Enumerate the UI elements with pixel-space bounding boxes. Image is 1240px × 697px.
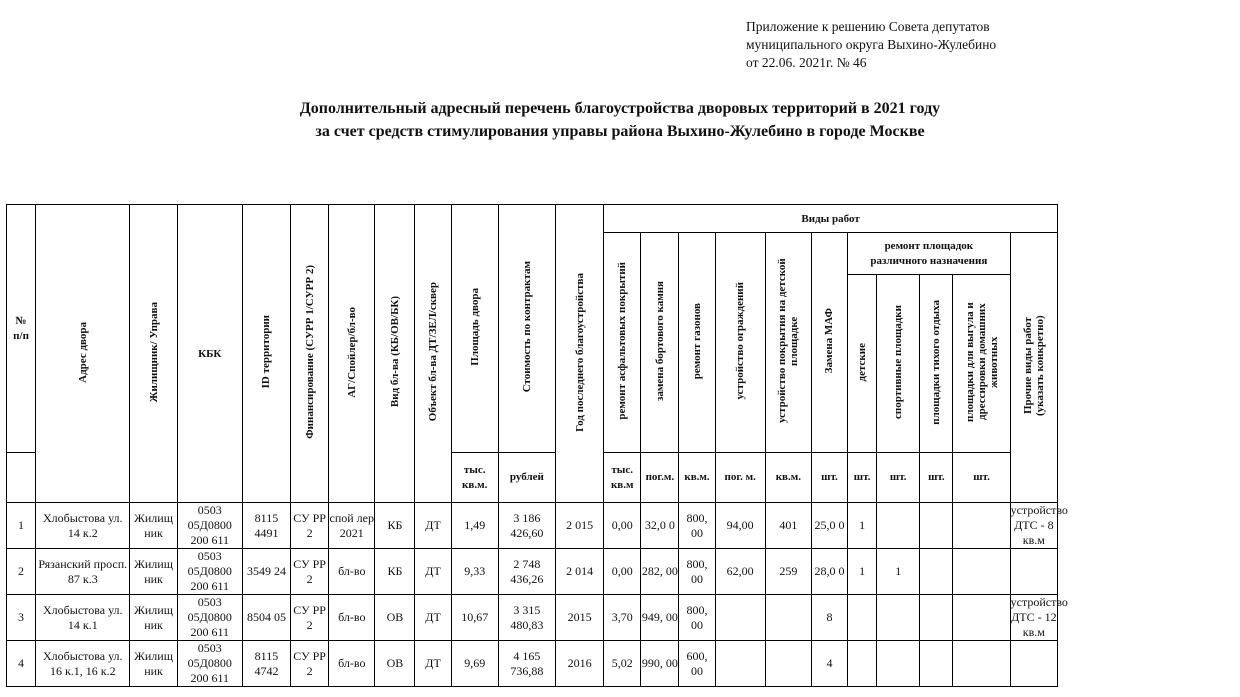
- row-maf: 25,0 0: [811, 503, 847, 549]
- header-rest: площадки тихого отдыха: [920, 275, 953, 453]
- row-num: 3: [7, 595, 36, 641]
- header-lawn: ремонт газонов: [679, 233, 715, 453]
- row-dogs: [953, 641, 1010, 687]
- row-fence: 94,00: [715, 503, 765, 549]
- row-id: 3549 24: [242, 549, 290, 595]
- unit-dogs: шт.: [953, 453, 1010, 503]
- row-address: Хлобыстова ул. 16 к.1, 16 к.2: [36, 641, 130, 687]
- improvement-table: [6, 204, 1068, 687]
- row-address: Рязанский просп. 87 к.3: [36, 549, 130, 595]
- row-curb: 949, 00: [641, 595, 679, 641]
- row-funding: СУ РР 2: [291, 595, 329, 641]
- header-platforms-group: ремонт площадок различного назначения: [848, 233, 1011, 275]
- approval-line-1: Приложение к решению Совета депутатов: [746, 19, 990, 34]
- header-dogs: площадки для выгула и дрессировки домашних животных: [953, 275, 1010, 453]
- header-curb: замена бортового камня: [641, 233, 679, 453]
- row-num: 2: [7, 549, 36, 595]
- row-funding: СУ РР 2: [291, 503, 329, 549]
- row-rest: [920, 641, 953, 687]
- row-object: ДТ: [415, 549, 451, 595]
- unit-lawn: кв.м.: [679, 453, 715, 503]
- row-id: 8115 4491: [242, 503, 290, 549]
- row-rest: [920, 549, 953, 595]
- row-sport: [877, 641, 920, 687]
- row-lawn: 800, 00: [679, 595, 715, 641]
- unit-playground-cover: кв.м.: [765, 453, 811, 503]
- row-fence: [715, 595, 765, 641]
- unit-kids: шт.: [848, 453, 877, 503]
- row-dogs: [953, 503, 1010, 549]
- row-lawn: 800, 00: [679, 549, 715, 595]
- row-asphalt: 0,00: [604, 503, 641, 549]
- row-lawn: 800, 00: [679, 503, 715, 549]
- row-kbk: 0503 05Д0800 200 611: [177, 595, 242, 641]
- row-kids: 1: [848, 503, 877, 549]
- row-asphalt: 0,00: [604, 549, 641, 595]
- row-kind: ОВ: [375, 641, 415, 687]
- row-kbk: 0503 05Д0800 200 611: [177, 641, 242, 687]
- row-area: 1,49: [451, 503, 498, 549]
- row-year: 2 014: [555, 549, 603, 595]
- row-id: 8504 05: [242, 595, 290, 641]
- row-fence: [715, 641, 765, 687]
- unit-cost: рублей: [498, 453, 555, 503]
- row-curb: 282, 00: [641, 549, 679, 595]
- header-other: Прочие виды работ (указать конкретно): [1010, 233, 1057, 503]
- row-cost: 3 186 426,60: [498, 503, 555, 549]
- row-ag: спой лер 2021: [329, 503, 375, 549]
- row-year: 2 015: [555, 503, 603, 549]
- row-rest: [920, 595, 953, 641]
- row-playground-cover: [765, 595, 811, 641]
- table-row: [7, 549, 1058, 595]
- row-kind: КБ: [375, 549, 415, 595]
- row-maf: 4: [811, 641, 847, 687]
- header-address: Адрес двора: [36, 205, 130, 503]
- row-other: устройство ДТС - 12 кв.м: [1010, 595, 1068, 639]
- header-maf: Замена МАФ: [811, 233, 847, 453]
- unit-fence: пог. м.: [715, 453, 765, 503]
- unit-rest: шт.: [920, 453, 953, 503]
- header-asphalt: ремонт асфальтовых покрытий: [604, 233, 641, 453]
- header-housing: Жилищник/ Управа: [130, 205, 177, 503]
- row-cost: 2 748 436,26: [498, 549, 555, 595]
- row-housing: Жилищ ник: [130, 503, 177, 549]
- header-fence: устройство ограждений: [715, 233, 765, 453]
- row-housing: Жилищ ник: [130, 549, 177, 595]
- row-area: 10,67: [451, 595, 498, 641]
- header-kind: Вид бл-ва (КБ/ОВ/БК): [375, 205, 415, 503]
- document-title: [0, 97, 1240, 143]
- header-num: № п/п: [7, 205, 36, 453]
- unit-num: [7, 453, 36, 503]
- header-funding: Финансирование (СУРР 1/СУРР 2): [291, 205, 329, 503]
- header-id: ID территории: [242, 205, 290, 503]
- row-dogs: [953, 549, 1010, 595]
- header-area: Площадь двора: [451, 205, 498, 453]
- approval-line-2: муниципального округа Выхино-Жулебино: [746, 37, 997, 52]
- row-area: 9,69: [451, 641, 498, 687]
- row-address: Хлобыстова ул. 14 к.1: [36, 595, 130, 641]
- row-sport: [877, 503, 920, 549]
- row-num: 1: [7, 503, 36, 549]
- row-sport: 1: [877, 549, 920, 595]
- row-fence: 62,00: [715, 549, 765, 595]
- row-other: [1010, 641, 1057, 687]
- row-other: устройство ДТС - 8 кв.м: [1010, 503, 1068, 547]
- row-kbk: 0503 05Д0800 200 611: [177, 503, 242, 549]
- row-cost: 3 315 480,83: [498, 595, 555, 641]
- header-kids: детские: [848, 275, 877, 453]
- row-object: ДТ: [415, 595, 451, 641]
- row-maf: 8: [811, 595, 847, 641]
- unit-asphalt: тыс. кв.м: [604, 453, 641, 503]
- row-num: 4: [7, 641, 36, 687]
- row-year: 2016: [555, 641, 603, 687]
- row-object: ДТ: [415, 641, 451, 687]
- row-ag: бл-во: [329, 641, 375, 687]
- unit-sport: шт.: [877, 453, 920, 503]
- approval-line-3: от 22.06. 2021г. № 46: [746, 55, 867, 70]
- row-year: 2015: [555, 595, 603, 641]
- header-kbk: КБК: [177, 205, 242, 503]
- unit-curb: пог.м.: [641, 453, 679, 503]
- title-line-2: за счет средств стимулирования управы района Выхино-Жулебино в городе Москве: [315, 123, 925, 140]
- row-housing: Жилищ ник: [130, 641, 177, 687]
- row-curb: 32,0 0: [641, 503, 679, 549]
- header-sport: спортивные площадки: [877, 275, 920, 453]
- row-housing: Жилищ ник: [130, 595, 177, 641]
- row-kbk: 0503 05Д0800 200 611: [177, 549, 242, 595]
- row-id: 8115 4742: [242, 641, 290, 687]
- row-asphalt: 5,02: [604, 641, 641, 687]
- row-ag: бл-во: [329, 549, 375, 595]
- header-year: Год последнего благоустройства: [555, 205, 603, 503]
- row-kind: ОВ: [375, 595, 415, 641]
- row-address: Хлобыстова ул. 14 к.2: [36, 503, 130, 549]
- unit-area: тыс. кв.м.: [451, 453, 498, 503]
- row-maf: 28,0 0: [811, 549, 847, 595]
- row-ag: бл-во: [329, 595, 375, 641]
- row-asphalt: 3,70: [604, 595, 641, 641]
- row-playground-cover: 259: [765, 549, 811, 595]
- table-row: [7, 503, 1058, 549]
- row-sport: [877, 595, 920, 641]
- header-object: Объект бл-ва ДТ/ЗЕЛ/сквер: [415, 205, 451, 503]
- table-row: [7, 595, 1058, 641]
- row-curb: 990, 00: [641, 641, 679, 687]
- row-funding: СУ РР 2: [291, 641, 329, 687]
- unit-maf: шт.: [811, 453, 847, 503]
- row-lawn: 600, 00: [679, 641, 715, 687]
- row-kids: [848, 641, 877, 687]
- title-line-1: Дополнительный адресный перечень благоустройства дворовых территорий в 2021 году: [299, 100, 941, 117]
- header-cost: Стоимость по контрактам: [498, 205, 555, 453]
- row-area: 9,33: [451, 549, 498, 595]
- row-funding: СУ РР 2: [291, 549, 329, 595]
- header-works-group: Виды работ: [604, 205, 1058, 233]
- approval-note: [746, 18, 996, 72]
- row-kids: [848, 595, 877, 641]
- header-ag: АГ/Спойлер/бл-во: [329, 205, 375, 503]
- row-kids: 1: [848, 549, 877, 595]
- header-playground-cover: устройство покрытия на детской площадке: [765, 233, 811, 453]
- row-kind: КБ: [375, 503, 415, 549]
- row-dogs: [953, 595, 1010, 641]
- row-other: [1010, 549, 1057, 595]
- row-rest: [920, 503, 953, 549]
- row-playground-cover: [765, 641, 811, 687]
- row-playground-cover: 401: [765, 503, 811, 549]
- table-row: [7, 641, 1058, 687]
- row-cost: 4 165 736,88: [498, 641, 555, 687]
- row-object: ДТ: [415, 503, 451, 549]
